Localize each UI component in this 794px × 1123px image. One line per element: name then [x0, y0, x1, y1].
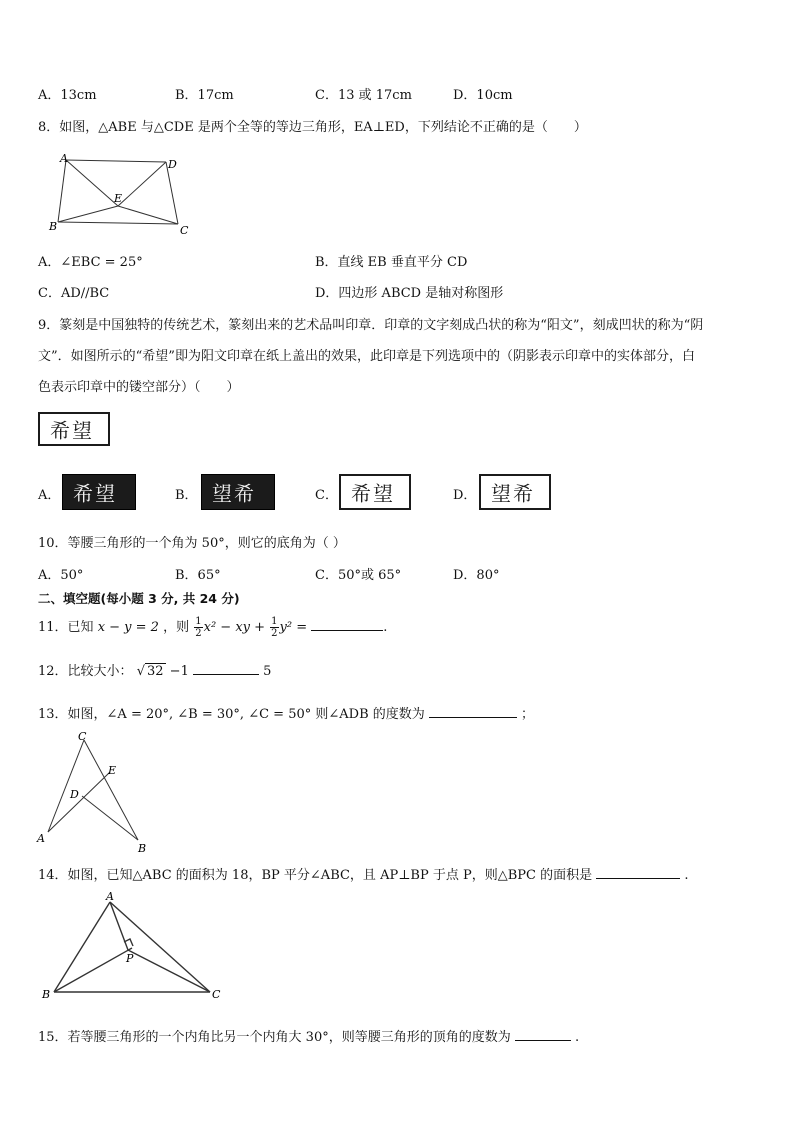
q14-label-p: P [126, 952, 134, 965]
q11-fraction-1 [194, 616, 202, 639]
q14-label-b: B [42, 988, 51, 1001]
q13 [38, 703, 534, 722]
q12-minus-one: −1 [169, 664, 189, 679]
q9-option-a-letter: A． [38, 488, 61, 503]
q13-label-c: C [78, 730, 87, 743]
q11-fraction-2 [270, 616, 278, 639]
q13-label-e: E [108, 764, 117, 777]
q7-option-d: D．10cm [453, 88, 513, 103]
q15-answer-blank[interactable] [515, 1026, 571, 1041]
q10-option-d: D．80° [453, 568, 500, 583]
q12-rhs: 5 [263, 664, 272, 679]
q11-condition: x − y = 2 [97, 620, 159, 635]
q10-stem: 10．等腰三角形的一个角为 50°，则它的底角为（ ） [38, 536, 346, 551]
q9-option-d-seal-text: 望希 [491, 481, 535, 506]
q9-option-a-seal [62, 474, 136, 510]
q9-stem-line1: 9．篆刻是中国独特的传统艺术，篆刻出来的艺术品叫印章．印章的文字刻成凸状的称为“阳文”，刻成凹状的称为“阴 [38, 318, 704, 333]
q14 [38, 864, 689, 883]
section-heading-fill-in: 二、填空题(每小题 3 分, 共 24 分) [38, 591, 240, 606]
q14-stem: 14．如图，已知△ABC 的面积为 18，BP 平分∠ABC，且 AP⊥BP 于点 P，则△BPC 的面积是 [38, 868, 593, 883]
q8-option-b: B．直线 EB 垂直平分 CD [315, 255, 468, 270]
q7-option-c: C．13 或 17cm [315, 88, 412, 103]
q9-option-c-letter: C． [315, 488, 338, 503]
q8-figure [46, 152, 196, 238]
q7-option-a: A．13cm [38, 88, 97, 103]
q8-option-d: D．四边形 ABCD 是轴对称图形 [315, 286, 504, 301]
q8-option-a: A．∠EBC = 25° [38, 255, 143, 270]
q8-label-a: A [60, 152, 68, 165]
q11-frac2-num: 1 [271, 616, 278, 627]
q8-label-d: D [168, 158, 177, 171]
q13-answer-blank[interactable] [429, 703, 517, 718]
q12-radicand: 32 [146, 664, 164, 679]
q11-frac1-den: 2 [195, 628, 202, 639]
q9-option-c-seal-text: 希望 [351, 481, 395, 506]
q13-end: ； [521, 707, 535, 722]
q15-end: . [575, 1030, 580, 1045]
q9-option-b-seal-text: 望希 [212, 481, 256, 506]
q9-stem-line2: 文”．如图所示的“希望”即为阳文印章在纸上盖出的效果，此印章是下列选项中的（阴影表示印章中的实体部分，白 [38, 349, 695, 364]
q11-answer-blank[interactable] [311, 616, 383, 631]
q12-answer-blank[interactable] [193, 660, 259, 675]
q11-mid: ，则 [163, 620, 190, 635]
q11-end: . [383, 620, 388, 635]
q9-reference-seal [38, 412, 110, 446]
q7-option-b: B．17cm [175, 88, 234, 103]
q8-stem: 8．如图，△ABE 与△CDE 是两个全等的等边三角形，EA⊥ED，下列结论不正确的是（ ） [38, 120, 587, 135]
q15 [38, 1026, 579, 1045]
q9-option-d-seal [479, 474, 551, 510]
q11-term1: x² − xy + [203, 620, 266, 635]
q13-stem: 13．如图，∠A = 20°, ∠B = 30°, ∠C = 50° 则∠ADB 的度数为 [38, 707, 425, 722]
q8-option-c: C．AD//BC [38, 286, 110, 301]
q9-stem-line3: 色表示印章中的镂空部分）（ ） [38, 380, 240, 395]
q8-label-c: C [180, 224, 189, 237]
q13-label-a: A [37, 832, 45, 845]
q12-prefix: 12．比较大小： [38, 664, 133, 679]
q13-label-b: B [138, 842, 147, 855]
q15-stem: 15．若等腰三角形的一个内角比另一个内角大 30°，则等腰三角形的顶角的度数为 [38, 1030, 511, 1045]
q14-label-a: A [106, 890, 114, 903]
q11-term2: y² = [279, 620, 308, 635]
q9-option-b-letter: B． [175, 488, 198, 503]
q14-figure [38, 888, 238, 1004]
q12 [38, 660, 271, 679]
q10-option-a: A．50° [38, 568, 84, 583]
q11-frac1-num: 1 [195, 616, 202, 627]
q14-answer-blank[interactable] [596, 864, 680, 879]
q9-option-d-letter: D． [453, 488, 477, 503]
q8-label-e: E [114, 192, 123, 205]
q13-label-d: D [70, 788, 79, 801]
q13-figure [34, 728, 164, 856]
q14-end: . [684, 868, 689, 883]
q9-option-b-seal [201, 474, 275, 510]
q12-sqrt-sign: √ [136, 664, 145, 679]
q11 [38, 614, 387, 642]
q11-prefix: 11．已知 [38, 620, 94, 635]
q10-option-b: B．65° [175, 568, 221, 583]
q10-option-c: C．50°或 65° [315, 568, 402, 583]
q8-label-b: B [49, 220, 58, 233]
q11-frac2-den: 2 [271, 628, 278, 639]
q9-reference-seal-text: 希望 [50, 418, 94, 443]
q9-option-c-seal [339, 474, 411, 510]
q9-option-a-seal-text: 希望 [73, 481, 117, 506]
q14-label-c: C [212, 988, 221, 1001]
